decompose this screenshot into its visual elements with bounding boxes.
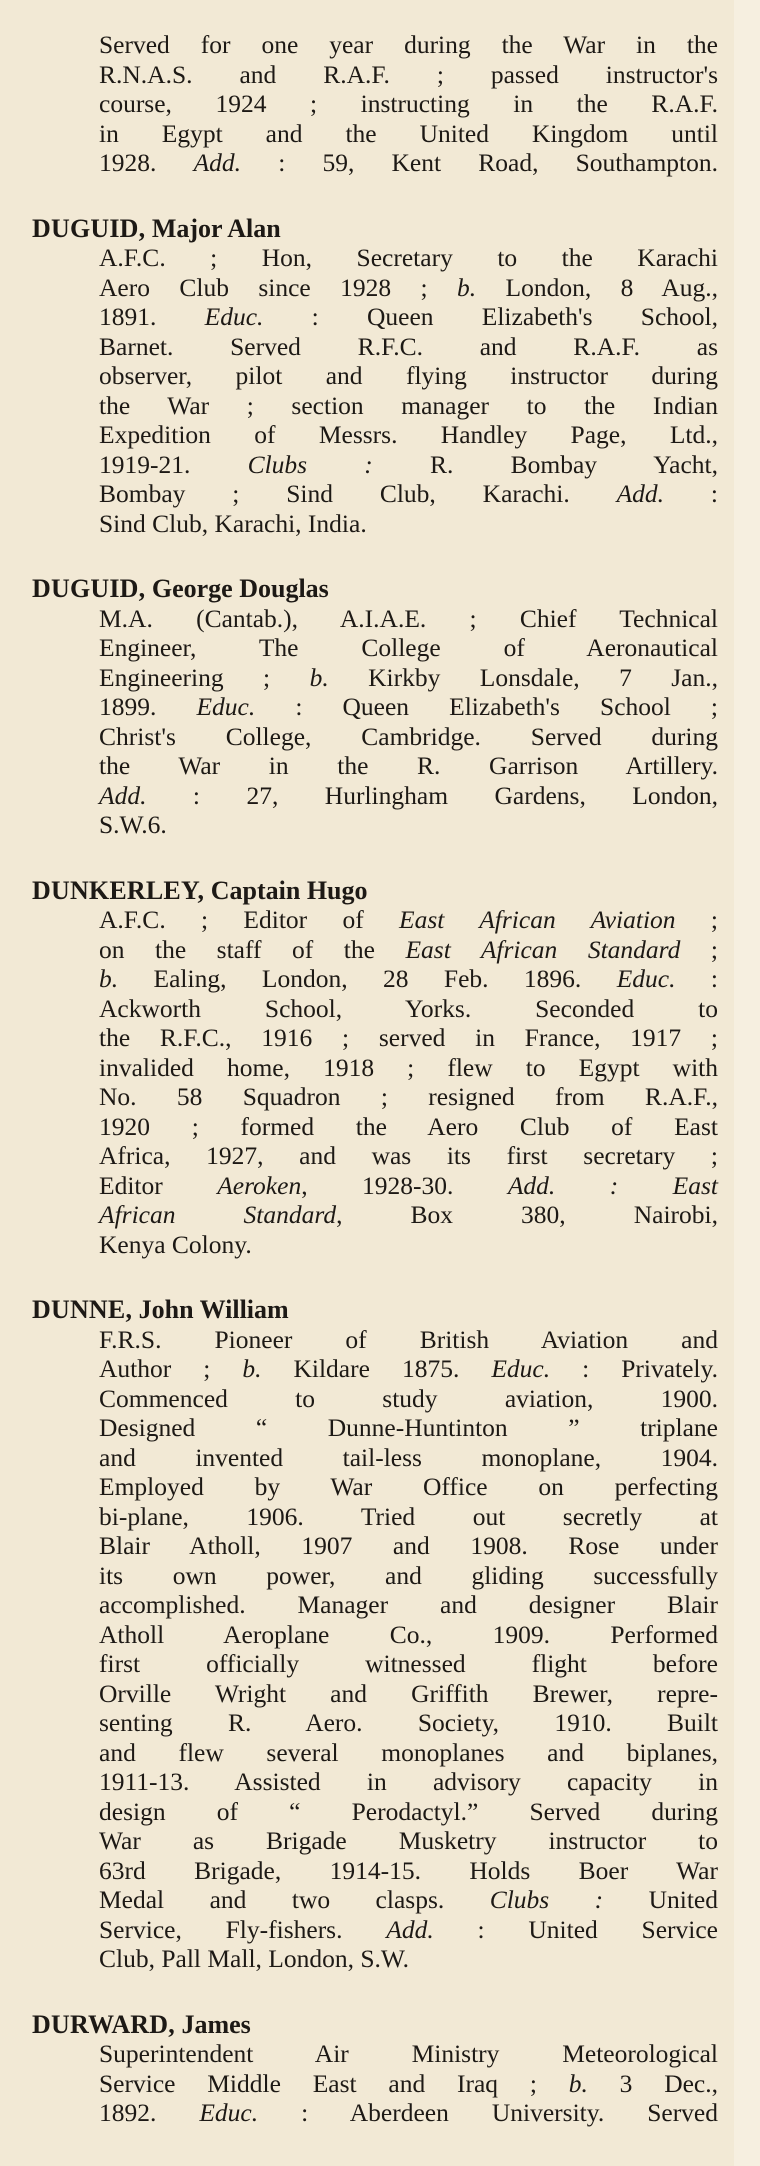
- text-segment: observer, pilot and flying instructor during: [99, 361, 718, 390]
- text-line: [99, 1826, 718, 1856]
- entry-surname: DUGUID,: [32, 574, 146, 603]
- italic-segment: b.: [242, 1354, 262, 1383]
- text-line: [99, 1502, 718, 1532]
- text-segment: War as Brigade Musketry instructor to: [99, 1826, 718, 1855]
- italic-segment: Clubs :: [247, 449, 373, 479]
- text-segment: :: [675, 964, 718, 993]
- text-line: [99, 391, 718, 421]
- entry-given-names: George Douglas: [151, 574, 329, 603]
- text-line: [99, 1915, 718, 1945]
- italic-segment: Educ.: [204, 302, 264, 331]
- text-line: [99, 1590, 718, 1620]
- text-line: [99, 332, 718, 362]
- text-segment: Engineering ;: [99, 662, 310, 692]
- text-segment: Service, Fly-fishers.: [99, 1914, 387, 1944]
- text-segment: 3 Dec.,: [587, 2068, 718, 2098]
- text-segment: : Privately.: [550, 1354, 718, 1383]
- text-segment: in Egypt and the United Kingdom until: [99, 118, 718, 148]
- entry-given-names: Major Alan: [151, 213, 281, 243]
- text-segment: Aero Club since 1928 ;: [99, 272, 457, 302]
- text-segment: Designed “ Dunne-Huntinton ” triplane: [99, 1413, 718, 1442]
- text-segment: A.F.C. ; Hon, Secretary to the Karachi: [99, 243, 718, 272]
- text-segment: Blair Atholl, 1907 and 1908. Rose under: [99, 1531, 718, 1560]
- text-segment: S.W.6.: [99, 810, 167, 839]
- text-line: [99, 89, 718, 119]
- text-segment: ;: [675, 905, 718, 934]
- text-segment: Author ;: [99, 1354, 243, 1383]
- text-segment: senting R. Aero. Society, 1910. Built: [99, 1708, 718, 1737]
- text-segment: and flew several monoplanes and biplanes,: [99, 1737, 718, 1767]
- directory-page: [0, 30, 760, 2128]
- text-segment: Medal and two clasps.: [99, 1885, 490, 1914]
- entry-heading: [0, 2010, 760, 2040]
- text-line: [99, 509, 718, 539]
- biography-entry: [0, 1295, 760, 1974]
- text-line: [99, 243, 718, 273]
- text-segment: Barnet. Served R.F.C. and R.A.F. as: [99, 331, 718, 361]
- text-line: [99, 1384, 718, 1414]
- text-segment: 63rd Brigade, 1914-15. Holds Boer War: [99, 1855, 718, 1885]
- text-segment: Employed by War Office on perfecting: [99, 1472, 718, 1501]
- text-line: [99, 1053, 718, 1083]
- text-segment: 1891.: [99, 302, 205, 331]
- text-segment: first officially witnessed flight before: [99, 1649, 718, 1678]
- text-segment: Served for one year during the War in the: [99, 30, 718, 59]
- text-segment: United: [603, 1885, 719, 1914]
- text-segment: : 59, Kent Road, Southampton.: [241, 148, 719, 177]
- text-line: [99, 692, 718, 722]
- italic-segment: Add.: [193, 148, 242, 177]
- text-line: [99, 905, 718, 935]
- text-line: [99, 1679, 718, 1709]
- text-line: [99, 273, 718, 303]
- text-line: [99, 119, 718, 149]
- text-line: [99, 148, 718, 178]
- text-line: [99, 30, 718, 60]
- text-segment: Engineer, The College of Aeronautical: [99, 633, 718, 662]
- text-line: [99, 604, 718, 634]
- text-line: [99, 2069, 718, 2099]
- entry-given-names: James: [181, 2009, 251, 2039]
- text-line: [99, 1112, 718, 1142]
- text-line: [99, 1354, 718, 1384]
- text-line: [99, 810, 718, 840]
- text-line: [99, 1230, 718, 1260]
- italic-segment: Educ.: [199, 2098, 259, 2127]
- text-line: [99, 1767, 718, 1797]
- italic-segment: b.: [456, 272, 477, 302]
- text-segment: 1928.: [99, 148, 194, 177]
- italic-segment: East African Aviation: [399, 905, 676, 934]
- text-line: [99, 935, 718, 965]
- text-segment: R.N.A.S. and R.A.F. ; passed instructor's: [99, 59, 718, 89]
- entry-heading: [0, 876, 760, 906]
- text-segment: F.R.S. Pioneer of British Aviation and: [99, 1324, 718, 1354]
- biography-entry: [0, 2010, 760, 2128]
- text-segment: Editor: [99, 1170, 218, 1200]
- biography-entry: [0, 574, 760, 840]
- text-line: [99, 1325, 718, 1355]
- text-line: [99, 633, 718, 663]
- text-line: [99, 1531, 718, 1561]
- italic-segment: Educ.: [491, 1354, 551, 1383]
- text-segment: and invented tail-less monoplane, 1904.: [99, 1442, 718, 1472]
- text-segment: Sind Club, Karachi, India.: [99, 508, 367, 538]
- italic-segment: b.: [568, 2068, 588, 2098]
- text-segment: the R.F.C., 1916 ; served in France, 1917 ;: [99, 1023, 718, 1052]
- text-segment: Africa, 1927, and was its first secretary ;: [99, 1141, 718, 1170]
- entry-heading: [0, 574, 760, 604]
- text-segment: Ackworth School, Yorks. Seconded to: [99, 993, 718, 1023]
- text-segment: :: [664, 479, 718, 508]
- text-segment: Service Middle East and Iraq ;: [99, 2068, 569, 2098]
- text-segment: 1919-21.: [99, 449, 248, 479]
- text-line: [99, 1200, 718, 1230]
- text-line: [99, 1944, 718, 1974]
- text-line: [99, 420, 718, 450]
- text-segment: Superintendent Air Ministry Meteorological: [99, 2039, 718, 2068]
- text-line: [99, 361, 718, 391]
- italic-segment: East African Standard: [405, 934, 681, 964]
- biography-entry: [0, 30, 760, 178]
- text-segment: No. 58 Squadron ; resigned from R.A.F.,: [99, 1082, 718, 1111]
- text-line: [99, 722, 718, 752]
- text-line: [99, 479, 718, 509]
- italic-segment: Add.: [386, 1914, 434, 1944]
- text-line: [99, 1885, 718, 1915]
- text-segment: Orville Wright and Griffith Brewer, repre-: [99, 1678, 718, 1708]
- text-segment: 1899.: [99, 692, 197, 721]
- text-segment: ;: [680, 934, 718, 964]
- text-segment: , 1928-30.: [301, 1170, 508, 1200]
- text-segment: Club, Pall Mall, London, S.W.: [99, 1944, 410, 1973]
- text-line: [99, 1472, 718, 1502]
- text-segment: : Queen Elizabeth's School ;: [255, 692, 719, 721]
- biography-entry: [0, 876, 760, 1260]
- entry-surname: DUNNE,: [32, 1295, 133, 1324]
- entry-surname: DUGUID,: [32, 213, 146, 243]
- text-segment: A.F.C. ; Editor of: [99, 905, 400, 934]
- text-segment: London, 8 Aug.,: [476, 272, 718, 302]
- entry-heading: [0, 1295, 760, 1325]
- entry-given-names: Captain Hugo: [210, 875, 368, 905]
- text-segment: : United Service: [433, 1914, 718, 1944]
- text-line: [99, 1443, 718, 1473]
- text-segment: its own power, and gliding successfully: [99, 1560, 718, 1590]
- italic-segment: Aeroken: [217, 1170, 302, 1200]
- entry-surname: DUNKERLEY,: [32, 875, 205, 905]
- italic-segment: b.: [309, 662, 329, 692]
- text-line: [99, 1141, 718, 1171]
- text-line: [99, 994, 718, 1024]
- text-segment: Commenced to study aviation, 1900.: [99, 1383, 718, 1413]
- text-line: [99, 1856, 718, 1886]
- text-line: [99, 1708, 718, 1738]
- text-line: [99, 1649, 718, 1679]
- text-line: [99, 1171, 718, 1201]
- text-segment: Kildare 1875.: [261, 1354, 492, 1383]
- italic-segment: Clubs :: [489, 1885, 604, 1914]
- biography-entry: [0, 214, 760, 539]
- text-line: [99, 1738, 718, 1768]
- text-segment: design of “ Perodactyl.” Served during: [99, 1796, 718, 1826]
- text-segment: 1920 ; formed the Aero Club of East: [99, 1111, 718, 1141]
- text-segment: bi-plane, 1906. Tried out secretly at: [99, 1501, 718, 1531]
- text-segment: Bombay ; Sind Club, Karachi.: [99, 479, 617, 508]
- text-segment: the War in the R. Garrison Artillery.: [99, 751, 718, 780]
- text-line: [99, 663, 718, 693]
- italic-segment: Add.: [616, 479, 665, 508]
- text-line: [99, 2039, 718, 2069]
- text-segment: Ealing, London, 28 Feb. 1896.: [118, 964, 617, 993]
- text-segment: Kenya Colony.: [99, 1229, 252, 1259]
- text-segment: on the staff of the: [99, 934, 406, 964]
- text-line: [99, 1082, 718, 1112]
- italic-segment: Add.: [99, 780, 147, 810]
- text-line: [99, 2098, 718, 2128]
- text-segment: : Aberdeen University. Served: [258, 2098, 718, 2127]
- text-line: [99, 1023, 718, 1053]
- entry-heading: [0, 214, 760, 244]
- italic-segment: Educ.: [196, 692, 256, 721]
- text-line: [99, 1413, 718, 1443]
- text-line: [99, 964, 718, 994]
- text-segment: M.A. (Cantab.), A.I.A.E. ; Chief Technical: [99, 603, 718, 633]
- text-line: [99, 751, 718, 781]
- entry-given-names: John William: [138, 1295, 289, 1324]
- text-segment: 1911-13. Assisted in advisory capacity in: [99, 1767, 718, 1796]
- text-segment: R. Bombay Yacht,: [372, 449, 718, 479]
- italic-segment: b.: [99, 964, 119, 993]
- text-line: [99, 302, 718, 332]
- text-segment: Christ's College, Cambridge. Served during: [99, 721, 718, 751]
- text-line: [99, 450, 718, 480]
- text-segment: : Queen Elizabeth's School,: [263, 302, 719, 331]
- text-segment: Atholl Aeroplane Co., 1909. Performed: [99, 1619, 718, 1649]
- text-line: [99, 1797, 718, 1827]
- text-line: [99, 1620, 718, 1650]
- text-segment: course, 1924 ; instructing in the R.A.F.: [99, 89, 718, 118]
- entry-surname: DURWARD,: [32, 2009, 175, 2039]
- text-segment: 1892.: [99, 2098, 200, 2127]
- text-segment: invalided home, 1918 ; flew to Egypt with: [99, 1052, 718, 1082]
- text-segment: , Box 380, Nairobi,: [336, 1200, 718, 1229]
- italic-segment: African Standard: [99, 1200, 337, 1229]
- text-segment: the War ; section manager to the Indian: [99, 390, 718, 420]
- italic-segment: Educ.: [616, 964, 676, 993]
- text-line: [99, 781, 718, 811]
- text-segment: Expedition of Messrs. Handley Page, Ltd.,: [99, 420, 718, 449]
- text-line: [99, 1561, 718, 1591]
- text-line: [99, 60, 718, 90]
- italic-segment: Add. : East: [507, 1170, 718, 1200]
- text-segment: : 27, Hurlingham Gardens, London,: [146, 780, 718, 810]
- text-segment: accomplished. Manager and designer Blair: [99, 1590, 718, 1619]
- text-segment: Kirkby Lonsdale, 7 Jan.,: [328, 662, 718, 692]
